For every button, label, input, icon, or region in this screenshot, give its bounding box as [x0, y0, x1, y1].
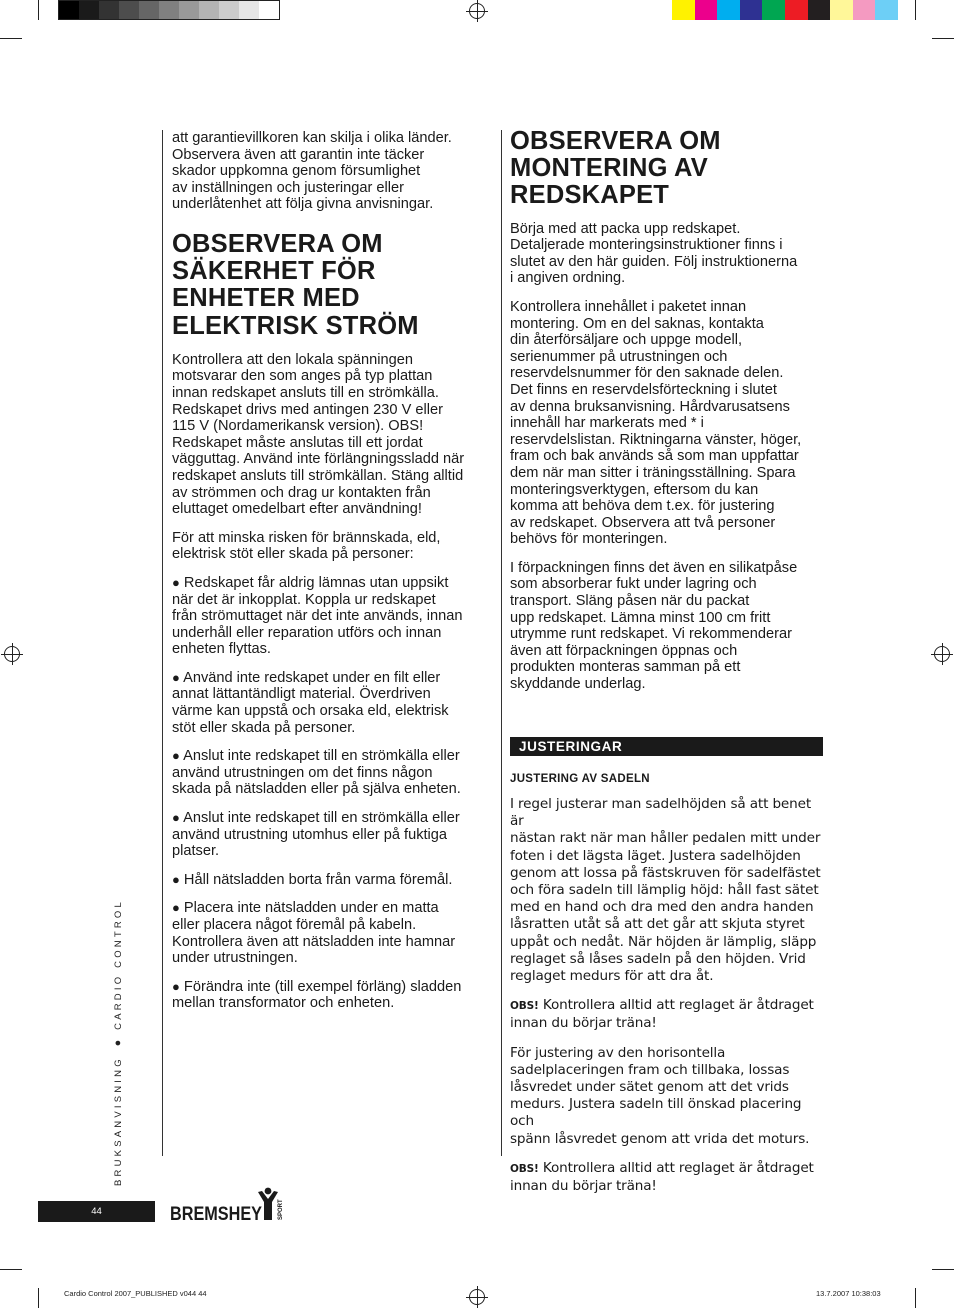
color-swatch: [740, 0, 763, 20]
obs-note-2: [510, 1160, 828, 1195]
registration-mark-right: [934, 646, 950, 662]
safety-bullet-list: [172, 575, 494, 1012]
grey-swatch: [139, 1, 159, 19]
risk-paragraph: För att minska risken för brännskada, eld, elektrisk stöt eller skada på personer:: [172, 529, 441, 563]
obs-note-1: [510, 997, 828, 1032]
footer-timestamp: 13.7.2007 10:38:03: [816, 1289, 881, 1298]
obs-text-1: Kontrollera alltid att reglaget är åtdraget innan du börjar träna!: [510, 997, 814, 1032]
color-swatch: [695, 0, 718, 20]
bullet-dot: ●: [172, 810, 180, 826]
crop-mark: [38, 1288, 39, 1308]
crop-mark: [0, 38, 22, 39]
bullet-dot: ●: [172, 871, 180, 887]
intro-paragraph: att garantievillkoren kan skilja i olika länder. Observera även att garantin inte täcker skador uppkomna genom försumlighet av inställningen och justeringar eller underlåtenhet att följa givna anvisningar.: [172, 130, 452, 213]
grey-swatch: [179, 1, 199, 19]
safety-bullet-item: [172, 900, 494, 966]
color-swatch: [853, 0, 876, 20]
registration-mark-left: [4, 646, 20, 662]
vertical-document-title: [112, 899, 124, 1186]
assembly-paragraph-1: Börja med att packa upp redskapet. Detaljerade monteringsinstruktioner finns i slutet av den här guiden. Följ instruktionerna i angiven ordning.: [510, 220, 798, 287]
page-number-box: [38, 1201, 155, 1222]
column-rule-left: [162, 130, 163, 1156]
crop-mark: [38, 0, 39, 20]
footer-file-info: Cardio Control 2007_PUBLISHED v044 44: [64, 1289, 207, 1298]
assembly-paragraph-2: Kontrollera innehållet i paketet innan montering. Om en del saknas, kontakta din återförsäljare och uppge modell, serienummer på utrustningen och reservdelsnummer för den saknade delen. Det finns en reservdelsförteckning i slutet av denna bruksanvisning. Hårdvarusatsens innehåll har markerats med * i reservdelslistan. Riktningarna vänster, höger, fram och bak används så som man uppfattar dem när man sitter i träningsställning. Spara monteringsverktygen, eftersom du kan komma att behöva dem t.ex. för justering av redskapet. Observera att två personer behövs för monteringen.: [510, 298, 802, 548]
safety-bullet-item: [172, 748, 494, 798]
vertical-text-manual: BRUKSANVISNING: [113, 1056, 124, 1186]
crop-mark: [915, 0, 916, 20]
saddle-adjustment-text: [510, 796, 828, 1207]
color-swatch: [785, 0, 808, 20]
grey-swatch: [199, 1, 219, 19]
bremshey-logo: [170, 1186, 290, 1224]
grey-swatch: [59, 1, 79, 19]
column-rule-middle: [501, 130, 502, 1156]
obs-label: OBS!: [510, 1000, 539, 1013]
bullet-text: Anslut inte redskapet till en strömkälla eller använd utrustning utomhus eller på fuktiga platser.: [172, 810, 460, 860]
color-swatch: [830, 0, 853, 20]
color-swatch: [672, 0, 695, 20]
grey-calibration-bar: [58, 0, 280, 20]
page-number: 44: [91, 1206, 102, 1217]
safety-bullet-item: [172, 979, 494, 1012]
crop-mark: [0, 1269, 22, 1270]
crop-mark: [932, 1269, 954, 1270]
color-swatch: [762, 0, 785, 20]
bullet-dot: ●: [172, 748, 180, 764]
bremshey-logo-graphic: [170, 1186, 290, 1224]
crop-mark: [932, 38, 954, 39]
bullet-dot: ●: [172, 978, 180, 994]
color-swatch: [808, 0, 831, 20]
safety-bullet-item: [172, 575, 494, 658]
safety-heading: OBSERVERA OM SÄKERHET FÖR ENHETER MED ELEKTRISK STRÖM: [172, 229, 419, 340]
color-swatch: [717, 0, 740, 20]
bullet-dot: ●: [172, 900, 180, 916]
bullet-dot: ●: [172, 669, 180, 685]
grey-swatch: [219, 1, 239, 19]
safety-bullet-item: [172, 670, 494, 736]
bullet-text: Anslut inte redskapet till en strömkälla eller använd utrustningen om det finns någon skada på nätsladden eller på själva enheten.: [172, 748, 461, 798]
safety-paragraph: Kontrollera att den lokala spänningen motsvarar den som anges på typ plattan innan redskapet ansluts till en strömkälla. Redskapet drivs med antingen 230 V eller 115 V (Nordamerikansk version). OBS! Redskapet måste anslutas till ett jordat vägguttag. Använd inte förlängningssladd när redskapet ansluts till strömkällan. Stäng alltid av strömmen och drag ur kontakten från eluttaget omedelbart efter användning!: [172, 351, 465, 518]
bullet-dot: ●: [172, 574, 180, 590]
registration-mark-top: [469, 3, 485, 19]
bullet-text: Förändra inte (till exempel förläng) sladden mellan transformator och enheten.: [172, 978, 462, 1012]
logo-wordmark: BREMSHEY: [170, 1204, 263, 1224]
saddle-height-paragraph: I regel justerar man sadelhöjden så att benet är nästan rakt när man håller pedalen mitt under foten i det lägsta läget. Justera sadelhöjden genom att lossa på fästskruven för sadelfästet och föra sadeln till lämplig höjd: håll fast sätet med en hand och dra med den andra handen låsratten utåt så att det går att skjuta styret uppåt och nedåt. När höjden är lämplig, släpp reglaget så låses sadeln på den höjden. Vrid reglaget medurs för att dra åt.: [510, 796, 821, 985]
logo-sport-text: SPORT: [278, 1199, 284, 1220]
obs-label: OBS!: [510, 1162, 539, 1175]
grey-swatch: [99, 1, 119, 19]
grey-swatch: [239, 1, 259, 19]
bullet-text: Håll nätsladden borta från varma föremål.: [183, 871, 453, 888]
crop-mark: [915, 1288, 916, 1308]
vertical-separator-dot: ●: [112, 1039, 124, 1047]
assembly-heading: OBSERVERA OM MONTERING AV REDSKAPET: [510, 127, 721, 210]
bullet-text: Redskapet får aldrig lämnas utan uppsikt när det är inkopplat. Koppla ur redskapet från strömuttaget när det inte används, innan underhåll eller reparation utförs och innan enheten flyttas.: [172, 574, 463, 658]
bullet-text: Placera inte nätsladden under en matta eller placera något föremål på kabeln. Kontrollera även att nätsladden inte hamnar under utrustningen.: [172, 900, 456, 967]
grey-swatch: [79, 1, 99, 19]
grey-swatch: [119, 1, 139, 19]
horizontal-adjustment-paragraph: För justering av den horisontella sadelplaceringen fram och tillbaka, lossas låsvredet under sätet genom att det vrids medurs. Justera sadeln till önskad placering och spänn låsvredet genom att vrida det moturs.: [510, 1044, 810, 1147]
color-swatch: [875, 0, 898, 20]
grey-swatch: [159, 1, 179, 19]
obs-text-2: Kontrollera alltid att reglaget är åtdraget innan du börjar träna!: [510, 1159, 814, 1195]
color-calibration-bar: [672, 0, 898, 20]
assembly-paragraph-3: I förpackningen finns det även en silikatpåse som absorberar fukt under lagring och transport. Släng påsen när du packat upp redskapet. Lämna minst 100 cm fritt utrymme runt redskapet. Vi rekommenderar även att förpackningen öppnas och produkten monteras samman på ett skyddande underlag.: [510, 559, 798, 693]
bullet-text: Använd inte redskapet under en filt eller annat lättantändligt material. Överdriven värme kan uppstå och orsaka eld, elektrisk stöt eller skada på personer.: [172, 669, 449, 736]
saddle-adjustment-heading: JUSTERING AV SADELN: [510, 773, 650, 785]
adjustments-bar-heading: JUSTERINGAR: [510, 737, 823, 756]
right-column: [510, 128, 826, 705]
grey-swatch: [259, 1, 279, 19]
safety-bullet-item: [172, 810, 494, 860]
registration-mark-bottom: [469, 1289, 485, 1305]
safety-bullet-item: [172, 872, 494, 889]
left-column: [172, 130, 494, 1024]
vertical-text-product: CARDIO CONTROL: [113, 899, 124, 1030]
